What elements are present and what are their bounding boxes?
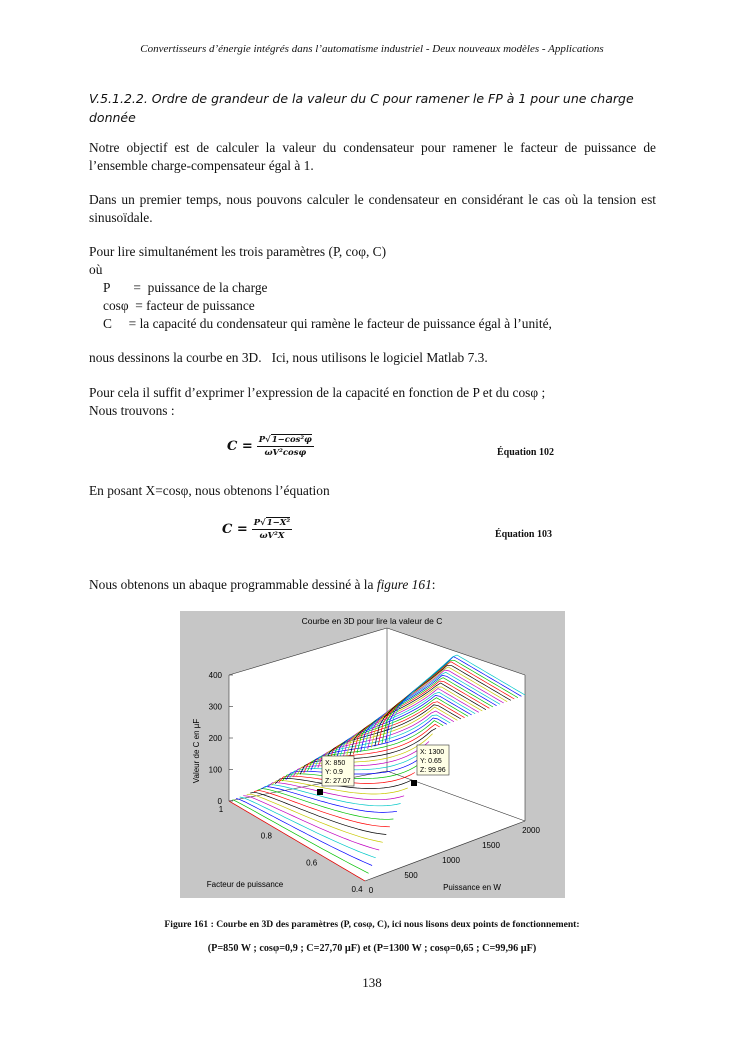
abaque-colon: : (431, 577, 436, 592)
equation-sqrt: 1−cos²φ (271, 435, 312, 445)
equation-numerator-p: P (258, 435, 266, 445)
datatip-text: Z: 99.96 (420, 767, 446, 774)
z-tick-label: 200 (208, 734, 222, 743)
x-tick-label: 1500 (482, 841, 500, 850)
surface-plot (180, 611, 565, 898)
z-axis-label: Valeur de C en µF (192, 718, 201, 784)
y-tick-label: 0.8 (260, 831, 272, 841)
datatip-text: Y: 0.65 (420, 758, 442, 765)
definition-cos: cosφ = facteur de puissance (103, 298, 255, 313)
equation-sqrt: 1−X² (266, 518, 291, 528)
equation-fraction: $\frac{\text{P√1−cos²φ}}{\text{ωV²cosφ}}$ (258, 435, 312, 458)
x-tick-label: 0 (368, 886, 374, 895)
equation-fraction: $\frac{\text{P√1−X²}}{\text{ωV²X}}$ (253, 518, 291, 541)
x-axis-label: Puissance en W (443, 883, 501, 892)
paragraph-objective: Notre objectif est de calculer la valeur du condensateur pour ramener le facteur de puissance de l’ensemble charge-compensateur égal à 1. (89, 140, 656, 173)
datatip-text: Z: 27.07 (325, 778, 351, 785)
figure-reference[interactable]: figure 161 (376, 577, 432, 592)
paragraph-abaque (89, 576, 436, 594)
y-axis-label: Facteur de puissance (206, 880, 284, 889)
equation-102 (227, 435, 314, 458)
z-tick-label: 300 (208, 702, 222, 712)
equation-103 (222, 518, 292, 541)
y-tick-label: 0.6 (306, 858, 318, 868)
equation-numerator-p: P (253, 518, 261, 528)
paragraph-ou: où (89, 262, 103, 277)
z-tick-label: 100 (208, 765, 222, 775)
equation-denominator: ωV²cosφ (264, 448, 307, 458)
paragraph-nous-trouvons: Nous trouvons : (89, 403, 175, 418)
abaque-text: Nous obtenons un abaque programmable dessiné à la (89, 577, 374, 592)
datatip-marker[interactable] (411, 780, 417, 786)
paragraph-parameters: Pour lire simultanément les trois paramètres (P, coφ, C) (89, 244, 387, 259)
z-tick-label: 0 (217, 797, 222, 806)
z-tick-label: 400 (208, 671, 222, 680)
matlab-figure (180, 611, 565, 898)
datatip-marker[interactable] (317, 789, 323, 795)
x-tick-label: 1000 (442, 856, 460, 865)
datatip-text: X: 1300 (420, 749, 445, 756)
paragraph-expression: Pour cela il suffit d’exprimer l’expression de la capacité en fonction de P et du cosφ ; (89, 385, 546, 400)
section-title: V.5.1.2.2. Ordre de grandeur de la valeur du C pour ramener le FP à 1 pour une charge donnée (89, 91, 634, 125)
running-header: Convertisseurs d’énergie intégrés dans l’automatisme industriel - Deux nouveaux modèles - Applications (140, 43, 604, 55)
equation-denominator: ωV²X (259, 531, 285, 541)
datatip-text: Y: 0.9 (325, 769, 343, 776)
equation-102-label: Équation 102 (497, 447, 554, 458)
equation-lhs: C = (227, 439, 253, 455)
definition-p: P = puissance de la charge (103, 280, 268, 295)
equation-lhs: C = (222, 522, 248, 538)
y-tick-label: 1 (218, 805, 224, 814)
paragraph-matlab: nous dessinons la courbe en 3D. Ici, nous utilisons le logiciel Matlab 7.3. (89, 350, 488, 365)
figure-caption: Figure 161 : Courbe en 3D des paramètres (P, cosφ, C), ici nous lisons deux points de fonctionnement: (164, 919, 580, 930)
paragraph-sinusoidal: Dans un premier temps, nous pouvons calculer le condensateur en considérant le cas où la tension est sinusoïdale. (89, 192, 656, 225)
x-tick-label: 500 (404, 871, 418, 880)
figure-caption-values: (P=850 W ; cosφ=0,9 ; C=27,70 µF) et (P=1300 W ; cosφ=0,65 ; C=99,96 µF) (207, 943, 537, 954)
definition-c: C = la capacité du condensateur qui ramène le facteur de puissance égal à l’unité, (103, 316, 552, 331)
page-number: 138 (362, 975, 382, 990)
paragraph-en-posant: En posant X=cosφ, nous obtenons l’équation (89, 483, 330, 498)
equation-103-label: Équation 103 (495, 529, 552, 540)
x-tick-label: 2000 (522, 826, 540, 835)
datatip-text: X: 850 (325, 760, 346, 767)
y-tick-label: 0.4 (351, 885, 363, 894)
chart-title: Courbe en 3D pour lire la valeur de C (301, 616, 443, 626)
